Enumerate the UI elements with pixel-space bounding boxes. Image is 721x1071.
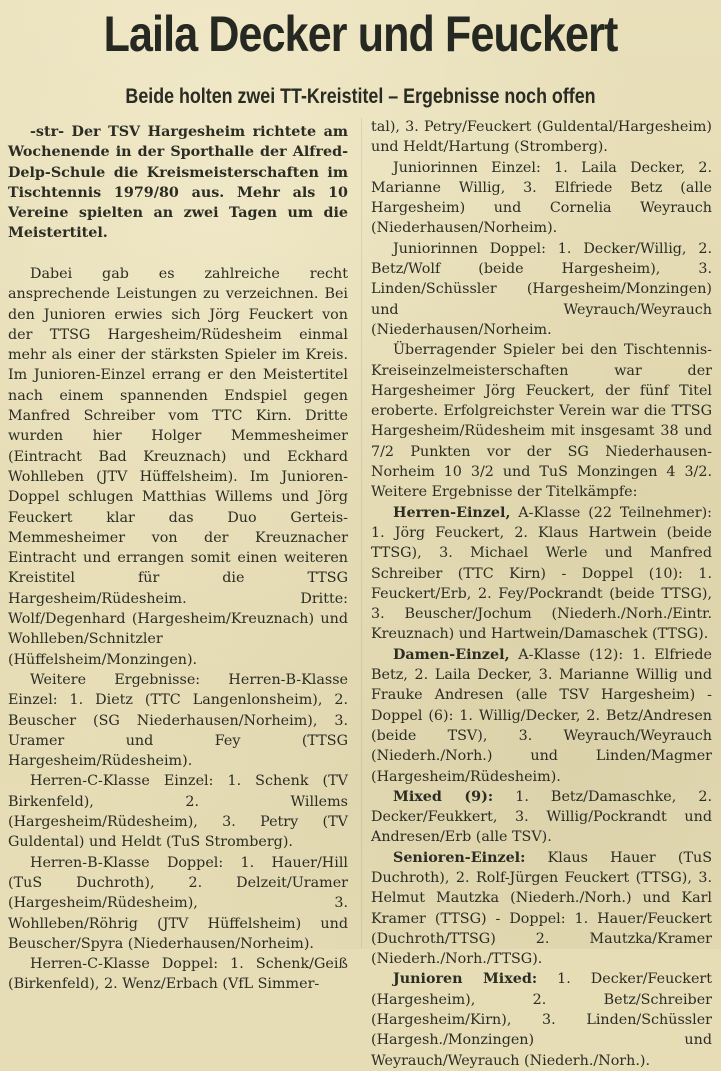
paragraph xyxy=(371,239,712,340)
paragraph-text: Überragender Spieler bei den Tischtennis-Kreiseinzelmeisterschaften war der Hargesheimer Jörg Feuckert, der fünf Titel eroberte. Erfolgreichster Verein war die TTSG Hargesheim/Rüdesheim mit insgesamt 38 und 7/2 Punkten vor der SG Niederhausen-Norheim 10 3/2 und TuS Monzingen 4 3/2. Weitere Ergebnisse der Titelkämpfe: xyxy=(371,342,712,501)
paragraph-text: A-Klasse (12): 1. Elfriede Betz, 2. Laila Decker, 3. Marianne Willig und Frauke Andresen (alle TSV Hargesheim) - Doppel (6): 1. Willig/Decker, 2. Betz/Andresen (beide TSV), 3. Weyrauch/Weyrauch (Niederh./Norh.) und Linden/Magmer (Hargesheim/Rüdesheim). xyxy=(371,646,712,785)
headline: Laila Decker und Feuckert xyxy=(103,6,618,62)
category-label: Herren-Einzel, xyxy=(393,504,511,521)
paragraph: Weitere Ergebnisse: Herren-B-Klasse Einzel: 1. Dietz (TTC Langenlonsheim), 2. Beuscher (SG Niederhausen/Norheim), 3. Uramer und Fey (TTSG Hargesheim/Rüdesheim). xyxy=(8,671,348,770)
paragraph: Herren-C-Klasse Einzel: 1. Schenk (TV Birkenfeld), 2. Willems (Hargesheim/Rüdesheim), 3. Petry (TV Guldental) und Heldt (TuS Stromberg). xyxy=(8,773,348,851)
article-column-right xyxy=(371,117,712,1071)
paragraph-text: Klaus Hauer (TuS Duchroth), 2. Rolf-Jürgen Feuckert (TTSG), 3. Helmut Mautzka (Niederh./Norh.) und Karl Kramer (TTSG) - Doppel: 1. Hauer/Feuckert (Duchroth/TTSG) 2. Mautzka/Kramer (Niederh./Norh./TTSG). xyxy=(371,849,712,968)
category-label: Junioren Mixed: xyxy=(393,971,538,988)
article-column-left-body xyxy=(8,264,348,995)
paragraph-text: Juniorinnen Doppel: 1. Decker/Willig, 2. Betz/Wolf (beide Hargesheim), 3. Linden/Schüssler (Hargesheim/Monzingen) und Weyrauch/Weyrauch (Niederhausen/Norheim. xyxy=(371,240,712,338)
paragraph-text: 1. Decker/Feuckert (Hargesheim), 2. Betz/Schreiber (Hargesheim/Kirn), 3. Linden/Schüssler (Hargesh./Monzingen) und Weyrauch/Weyrauch (Niederh./Norh.). xyxy=(371,971,712,1069)
paragraph: Herren-C-Klasse Doppel: 1. Schenk/Geiß (Birkenfeld), 2. Wenz/Erbach (VfL Simmer- xyxy=(8,956,348,993)
paragraph xyxy=(371,158,712,239)
paragraph xyxy=(371,969,712,1070)
paragraph xyxy=(371,848,712,970)
category-label: Damen-Einzel, xyxy=(393,646,510,663)
paragraph: Dabei gab es zahlreiche recht ansprechende Leistungen zu verzeichnen. Bei den Junioren erwies sich Jörg Feuckert von der TTSG Hargesheim/Rüdesheim einmal mehr als einer der stärksten Spieler im Kreis. Im Junioren-Einzel errang er den Meistertitel nach einem spannenden Endspiel gegen Manfred Schreiber vom TTC Kirn. Dritte wurden hier Holger Memmesheimer (Eintracht Bad Kreuznach) und Eckhard Wohlleben (JTV Hüffelsheim). Im Junioren-Doppel schlugen Matthias Willems und Jörg Feuckert klar das Duo Gerteis-Memmesheimer von der Kreuznacher Eintracht und errangen somit einen weiteren Kreistitel für die TTSG Hargesheim/Rüdesheim. Dritte: Wolf/Degenhard (Hargesheim/Kreuznach) und Wohlleben/Schnitzler (Hüffelsheim/Monzingen). xyxy=(8,266,348,668)
paragraph xyxy=(371,645,712,787)
paragraph xyxy=(371,340,712,502)
article-column-left xyxy=(8,122,348,244)
paragraph-text: tal), 3. Petry/Feuckert (Guldental/Hargesheim) und Heldt/Hartung (Stromberg). xyxy=(371,119,712,156)
paragraph-text: 1. Betz/Damaschke, 2. Decker/Feukkert, 3. Willig/Pockrandt und Andresen/Erb (alle TSV). xyxy=(371,788,712,846)
category-label: Mixed (9): xyxy=(393,788,494,805)
paragraph xyxy=(371,503,712,645)
paragraph-text: A-Klasse (22 Teilnehmer): 1. Jörg Feuckert, 2. Klaus Hartwein (beide TTSG), 3. Michael Werle und Manfred Schreiber (TTC Kirn) - Doppel (10): 1. Feuckert/Erb, 2. Fey/Pockrandt (beide TTSG), 3. Beuscher/Jochum (Niederh./Norh./Eintr. Kreuznach) und Hartwein/Damaschek (TTSG). xyxy=(371,504,712,643)
category-label: Senioren-Einzel: xyxy=(393,849,526,866)
paragraph-text: Juniorinnen Einzel: 1. Laila Decker, 2. Marianne Willig, 3. Elfriede Betz (alle Hargesheim) und Cornelia Weyrauch (Niederhausen/Norheim). xyxy=(371,159,712,237)
paragraph: Herren-B-Klasse Doppel: 1. Hauer/Hill (TuS Duchroth), 2. Delzeit/Uramer (Hargesheim/Rüdesheim), 3. Wohlleben/Röhrig (JTV Hüffelsheim) und Beuscher/Spyra (Niederhausen/Norheim). xyxy=(8,854,348,952)
paragraph: -str- Der TSV Hargesheim richtete am Wochenende in der Sporthalle der Alfred-Delp-Schule die Kreismeisterschaften im Tischtennis 1979/80 aus. Mehr als 10 Vereine spielten an zwei Tagen um die Meistertitel. xyxy=(8,124,348,242)
column-divider xyxy=(361,118,362,948)
paragraph xyxy=(371,117,712,158)
subheadline: Beide holten zwei TT-Kreistitel – Ergebnisse noch offen xyxy=(125,85,596,108)
paragraph xyxy=(371,787,712,848)
